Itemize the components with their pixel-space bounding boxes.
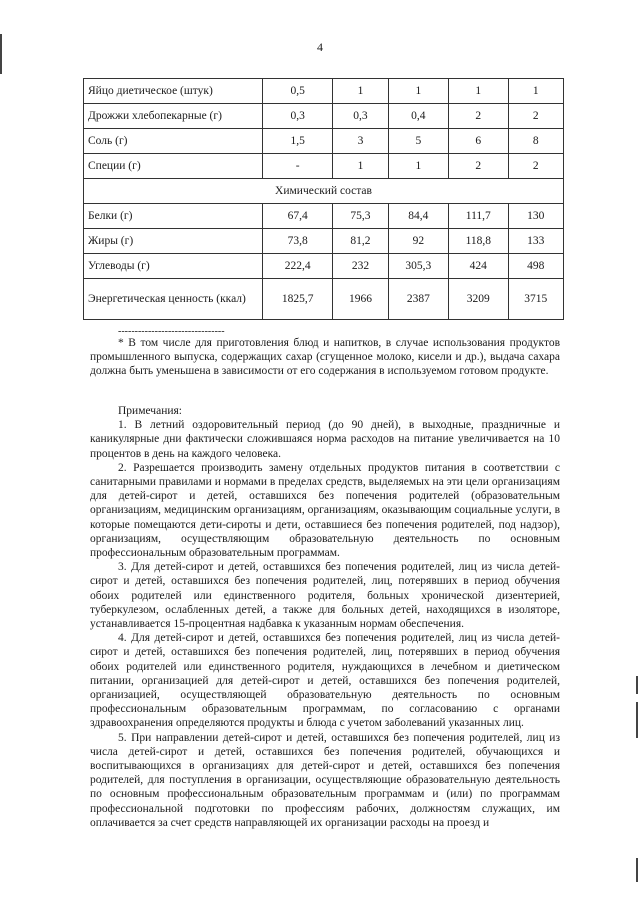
cell-value: - bbox=[263, 154, 333, 179]
cell-value: 1 bbox=[448, 79, 508, 104]
note-item: 5. При направлении детей-сирот и детей, оставшихся без попечения родителей, лиц из числа детей-сирот и детей, оставшихся без попечения родителей, обучающихся и воспитывающихся в организациях для детей-сирот и детей, оставшихся без попечения родителей, для поступления в организации, осуществляющие образовательную деятельность по основным профессиональным образовательным программам и (или) по программам профессиональной подготовки по профессиям рабочих, должностям служащих, им оплачивается за счет средств направляющей их организации расходы на проезд и bbox=[90, 731, 560, 829]
table-row bbox=[84, 279, 564, 320]
cell-value: 1966 bbox=[333, 279, 388, 320]
cell-value: 118,8 bbox=[448, 229, 508, 254]
row-name: Соль (г) bbox=[84, 129, 263, 154]
table-row bbox=[84, 129, 564, 154]
row-name: Белки (г) bbox=[84, 204, 263, 229]
cell-value: 424 bbox=[448, 254, 508, 279]
nutrition-norms-table bbox=[83, 78, 564, 320]
section-title: Химический состав bbox=[84, 179, 564, 204]
cell-value: 1 bbox=[388, 154, 448, 179]
cell-value: 92 bbox=[388, 229, 448, 254]
cell-value: 5 bbox=[388, 129, 448, 154]
cell-value: 2387 bbox=[388, 279, 448, 320]
cell-value: 130 bbox=[508, 204, 563, 229]
table-row bbox=[84, 104, 564, 129]
scan-right-mark bbox=[636, 676, 638, 694]
cell-value: 133 bbox=[508, 229, 563, 254]
row-name: Специи (г) bbox=[84, 154, 263, 179]
table-row bbox=[84, 79, 564, 104]
footnote bbox=[90, 336, 560, 379]
scan-right-mark bbox=[636, 702, 638, 738]
cell-value: 498 bbox=[508, 254, 563, 279]
footnote-separator: -------------------------------- bbox=[118, 326, 225, 337]
footnote-text: * В том числе для приготовления блюд и напитков, в случае использования продуктов промышленного выпуска, содержащих сахар (сгущенное молоко, кисели и др.), выдача сахара должна быть уменьшена в зависимости от его содержания в используемом готовом продукте. bbox=[90, 337, 560, 378]
note-item: 1. В летний оздоровительный период (до 90 дней), в выходные, праздничные и каникулярные дни фактически сложившаяся норма расходов на питание увеличивается на 10 процентов в день на каждого человека. bbox=[90, 419, 560, 460]
table-section-row bbox=[84, 179, 564, 204]
cell-value: 222,4 bbox=[263, 254, 333, 279]
cell-value: 8 bbox=[508, 129, 563, 154]
table-row bbox=[84, 154, 564, 179]
cell-value: 2 bbox=[448, 154, 508, 179]
cell-value: 232 bbox=[333, 254, 388, 279]
row-name: Углеводы (г) bbox=[84, 254, 263, 279]
note-item: 4. Для детей-сирот и детей, оставшихся без попечения родителей, лиц из числа детей-сирот и детей, оставшихся без попечения родителей, лиц, потерявших в период обучения обоих родителей или единственного родителя, нуждающихся в лечебном и диетическом питании, организацией для детей-сирот и детей, оставшихся без попечения родителей, организацией, осуществляющей образовательную деятельность по основным профессиональным образовательным программам, по согласованию с органами здравоохранения определяются продукты и блюда с учетом заболеваний указанных лиц. bbox=[90, 632, 560, 730]
cell-value: 2 bbox=[508, 154, 563, 179]
cell-value: 2 bbox=[448, 104, 508, 129]
cell-value: 3715 bbox=[508, 279, 563, 320]
table-row bbox=[84, 254, 564, 279]
cell-value: 1,5 bbox=[263, 129, 333, 154]
notes-section bbox=[90, 404, 560, 830]
cell-value: 0,3 bbox=[333, 104, 388, 129]
note-item: 2. Разрешается производить замену отдельных продуктов питания в соответствии с санитарными правилами и нормами в пределах средств, выделяемых на эти цели организациям для детей-сирот и детей, оставшихся без попечения родителей (образовательным организациям, медицинским организациям, организациям, оказывающим социальные услуги, в которые помещаются дети-сироты и дети, оставшиеся без попечения родителей, под надзор), организациям, осуществляющим образовательную деятельность по основным профессиональным образовательным программам. bbox=[90, 461, 560, 560]
cell-value: 1 bbox=[388, 79, 448, 104]
cell-value: 67,4 bbox=[263, 204, 333, 229]
cell-value: 2 bbox=[508, 104, 563, 129]
cell-value: 111,7 bbox=[448, 204, 508, 229]
cell-value: 0,4 bbox=[388, 104, 448, 129]
cell-value: 1825,7 bbox=[263, 279, 333, 320]
cell-value: 1 bbox=[508, 79, 563, 104]
cell-value: 305,3 bbox=[388, 254, 448, 279]
cell-value: 0,5 bbox=[263, 79, 333, 104]
table-row bbox=[84, 204, 564, 229]
cell-value: 0,3 bbox=[263, 104, 333, 129]
cell-value: 84,4 bbox=[388, 204, 448, 229]
cell-value: 1 bbox=[333, 79, 388, 104]
notes-title: Примечания: bbox=[118, 405, 182, 417]
table-row bbox=[84, 229, 564, 254]
row-name: Энергетическая ценность (ккал) bbox=[84, 279, 263, 320]
cell-value: 3 bbox=[333, 129, 388, 154]
row-name: Яйцо диетическое (штук) bbox=[84, 79, 263, 104]
cell-value: 73,8 bbox=[263, 229, 333, 254]
cell-value: 3209 bbox=[448, 279, 508, 320]
row-name: Дрожжи хлебопекарные (г) bbox=[84, 104, 263, 129]
cell-value: 81,2 bbox=[333, 229, 388, 254]
note-item: 3. Для детей-сирот и детей, оставшихся без попечения родителей, лиц из числа детей-сирот и детей, оставшихся без попечения родителей, лиц, потерявших в период обучения обоих родителей или единственного родителя, больных хронической дизентерией, туберкулезом, ослабленных детей, а также для больных детей, находящихся в изоляторе, устанавливается 15-процентная надбавка к указанным нормам обеспечения. bbox=[90, 561, 560, 631]
cell-value: 75,3 bbox=[333, 204, 388, 229]
cell-value: 1 bbox=[333, 154, 388, 179]
page-number: 4 bbox=[317, 40, 323, 54]
cell-value: 6 bbox=[448, 129, 508, 154]
row-name: Жиры (г) bbox=[84, 229, 263, 254]
scan-right-mark bbox=[636, 858, 638, 882]
